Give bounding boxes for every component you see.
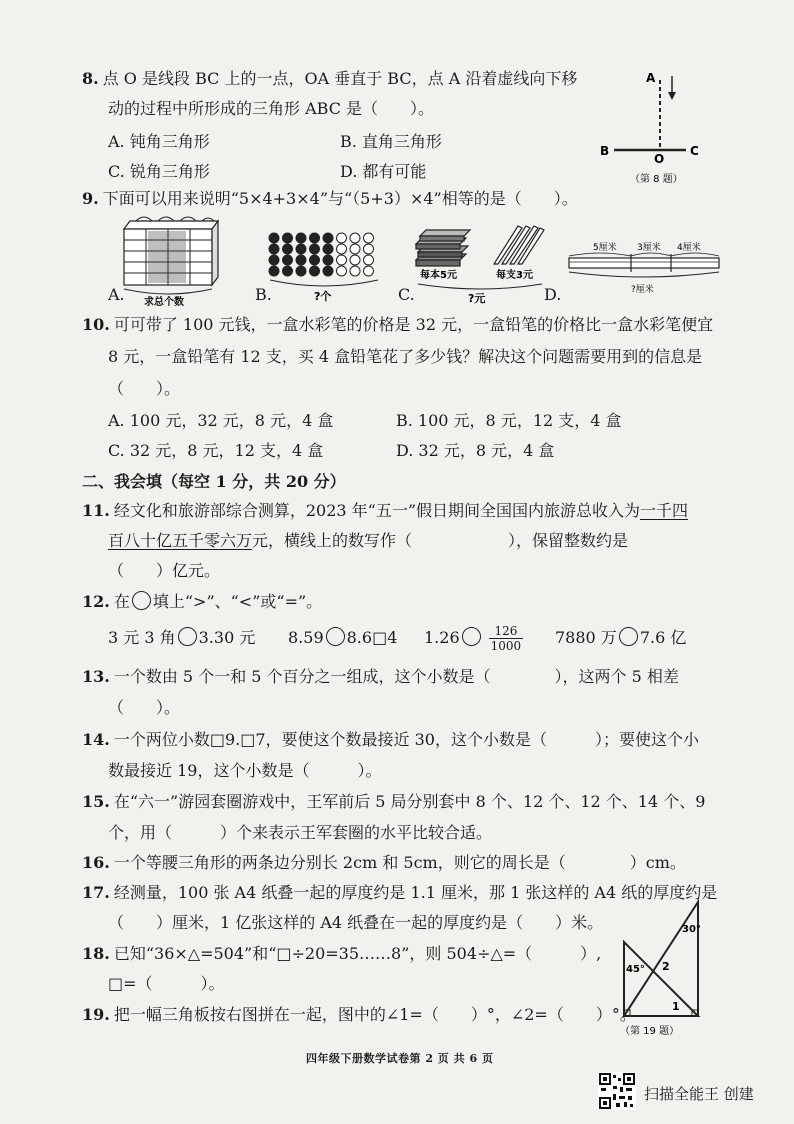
compare-circle-icon[interactable] bbox=[462, 627, 481, 646]
q10-line3: （ ）。 bbox=[108, 379, 181, 398]
q8-line1 bbox=[82, 68, 577, 90]
q19-number: 19. bbox=[82, 1005, 110, 1024]
q11-text1b: 一千四 bbox=[640, 501, 689, 520]
filled-dot bbox=[283, 233, 293, 243]
q10-option-b: B. 100 元，8 元，12 支，4 盒 bbox=[396, 411, 622, 430]
q17-number: 17. bbox=[82, 883, 110, 902]
q15-number: 15. bbox=[82, 792, 110, 811]
q12-text1b: 填上“>”、“<”或“=”。 bbox=[152, 592, 323, 611]
q11-text1a: 经文化和旅游部综合测算，2023 年“五一”假日期间全国国内旅游总收入为 bbox=[113, 501, 641, 520]
blank-circle-icon bbox=[132, 591, 151, 610]
hollow-dot bbox=[337, 233, 347, 243]
q10-option-c: C. 32 元，8 元，12 支，4 盒 bbox=[108, 441, 324, 460]
q12-number: 12. bbox=[82, 592, 110, 611]
q9-option-d: D. bbox=[544, 285, 562, 304]
q11-line1 bbox=[82, 500, 688, 522]
q10-line2: 8 元，一盒铅笔有 12 支，买 4 盒铅笔花了多少钱？解决这个问题需要用到的信息是 bbox=[108, 347, 703, 366]
q18-number: 18. bbox=[82, 944, 110, 963]
q12-text1a: 在 bbox=[113, 592, 130, 611]
filled-dot bbox=[283, 266, 293, 276]
q14-number: 14. bbox=[82, 730, 110, 749]
q8-option-c: C. 锐角三角形 bbox=[108, 162, 210, 181]
q8-line2: 动的过程中所形成的三角形 ABC 是（ ）。 bbox=[108, 99, 435, 118]
q11-number: 11. bbox=[82, 501, 110, 520]
filled-dot bbox=[269, 255, 279, 265]
q12-item1 bbox=[108, 627, 255, 649]
q9-b-label: ?个 bbox=[314, 290, 332, 303]
q13-line2: （ ）。 bbox=[108, 698, 181, 717]
q11-line3: （ ）亿元。 bbox=[108, 561, 221, 580]
q9-figure-c bbox=[410, 220, 550, 306]
q12-item3 bbox=[424, 618, 523, 658]
q9-a-label: 求总个数 bbox=[144, 297, 184, 307]
q11-text2b: 元，横线上的数写作（ ），保留整数约是 bbox=[252, 531, 629, 550]
fraction-numerator: 126 bbox=[489, 624, 524, 639]
q8-label-b: B bbox=[600, 144, 610, 158]
q14-line2: 数最接近 19，这个小数是（ ）。 bbox=[108, 761, 382, 780]
q13-text1: 一个数由 5 个一和 5 个百分之一组成，这个小数是（ ），这两个 5 相差 bbox=[113, 667, 679, 686]
filled-dot bbox=[310, 266, 320, 276]
filled-dot bbox=[269, 266, 279, 276]
compare-circle-icon[interactable] bbox=[326, 627, 345, 646]
q10-number: 10. bbox=[82, 315, 110, 334]
q17-text1: 经测量，100 张 A4 纸叠一起的厚度约是 1.1 厘米，那 1 张这样的 A4 纸的厚度约是 bbox=[113, 883, 718, 902]
q9-figure-d bbox=[565, 236, 725, 300]
section2-title: 二、我会填（每空 1 分，共 20 分） bbox=[82, 472, 346, 491]
q10-line1 bbox=[82, 314, 713, 336]
filled-dot bbox=[296, 255, 306, 265]
q12-i4-left: 7880 万 bbox=[555, 628, 617, 647]
q9-figure-a bbox=[108, 215, 228, 307]
q12-i1-left: 3 元 3 角 bbox=[108, 628, 176, 647]
q19-caption: （第 19 题） bbox=[620, 1026, 680, 1037]
q12-i4-right: 7.6 亿 bbox=[639, 628, 687, 647]
q19-angle45: 45° bbox=[626, 964, 645, 975]
q12-i1-right: 3.30 元 bbox=[198, 628, 256, 647]
filled-dot bbox=[296, 244, 306, 254]
q9-option-b: B. bbox=[255, 285, 272, 304]
hollow-dot bbox=[364, 233, 374, 243]
q10-option-a: A. 100 元，32 元，8 元，4 盒 bbox=[108, 411, 334, 430]
q9-line1 bbox=[82, 188, 578, 210]
q15-text1: 在“六一”游园套圈游戏中，王军前后 5 局分别套中 8 个、12 个、12 个、14 个、9 bbox=[113, 792, 706, 811]
filled-dot bbox=[269, 233, 279, 243]
q9-number: 9. bbox=[82, 189, 99, 208]
filled-dot bbox=[323, 266, 333, 276]
q12-i2-left: 8.59 bbox=[288, 628, 324, 647]
q14-line1 bbox=[82, 729, 699, 751]
q14-text1: 一个两位小数□9.□7，要使这个数最接近 30，这个小数是（ ）；要使这个小 bbox=[113, 730, 699, 749]
q9-c-label3: ?元 bbox=[468, 292, 486, 305]
q13-line1 bbox=[82, 666, 679, 688]
q16-line1 bbox=[82, 852, 686, 874]
q9-c-label2: 每支3元 bbox=[496, 270, 533, 281]
q19-angle30: 30° bbox=[682, 924, 701, 935]
filled-dot bbox=[323, 244, 333, 254]
q12-line1 bbox=[82, 591, 322, 613]
filled-dot bbox=[296, 266, 306, 276]
compare-circle-icon[interactable] bbox=[619, 627, 638, 646]
qr-code-icon bbox=[598, 1072, 636, 1110]
q8-option-a: A. 钝角三角形 bbox=[108, 132, 210, 151]
q10-text1: 可可带了 100 元钱，一盒水彩笔的价格是 32 元，一盒铅笔的价格比一盒水彩笔便宜 bbox=[113, 315, 714, 334]
q16-number: 16. bbox=[82, 853, 110, 872]
q12-item2 bbox=[288, 627, 397, 649]
q9-figure-b bbox=[266, 232, 386, 308]
q15-line1 bbox=[82, 791, 705, 813]
filled-dot bbox=[269, 244, 279, 254]
q16-text1: 一个等腰三角形的两条边分别长 2cm 和 5cm，则它的周长是（ ）cm。 bbox=[113, 853, 686, 872]
filled-dot bbox=[283, 244, 293, 254]
q9-d-label1: 5厘米 bbox=[593, 243, 617, 253]
q9-option-a: A. bbox=[108, 285, 125, 304]
q10-option-d: D. 32 元，8 元，4 盒 bbox=[396, 441, 555, 460]
hollow-dot bbox=[337, 266, 347, 276]
q15-line2: 个，用（ ）个来表示王军套圈的水平比较合适。 bbox=[108, 823, 493, 842]
q19-label1: 1 bbox=[672, 1000, 680, 1013]
q9-d-label3: 4厘米 bbox=[677, 243, 701, 253]
q12-item4 bbox=[555, 627, 686, 649]
hollow-dot bbox=[337, 255, 347, 265]
q17-line2: （ ）厘米，1 亿张这样的 A4 纸叠在一起的厚度约是（ ）米。 bbox=[108, 913, 604, 932]
q8-text1: 点 O 是线段 BC 上的一点，OA 垂直于 BC，点 A 沿着虚线向下移 bbox=[102, 69, 578, 88]
q12-fraction bbox=[489, 624, 524, 653]
q8-label-o: O bbox=[654, 152, 665, 166]
q19-text1: 把一幅三角板按右图拼在一起，图中的∠1=（ ）°，∠2=（ ）°。 bbox=[113, 1005, 636, 1024]
q11-text2a: 百八十亿五千零六万 bbox=[108, 531, 253, 550]
q9-c-label1: 每本5元 bbox=[420, 270, 457, 281]
q18-line2: □=（ ）。 bbox=[108, 974, 225, 993]
q11-line2 bbox=[108, 530, 628, 552]
q8-option-b: B. 直角三角形 bbox=[340, 132, 442, 151]
q8-label-a: A bbox=[646, 71, 656, 85]
compare-circle-icon[interactable] bbox=[178, 627, 197, 646]
hollow-dot bbox=[350, 244, 360, 254]
q12-i2-right: 8.6□4 bbox=[346, 628, 398, 647]
q8-option-d: D. 都有可能 bbox=[340, 162, 427, 181]
q18-text1: 已知“36×△=504”和“□÷20=35……8”，则 504÷△=（ ）, bbox=[113, 944, 602, 963]
filled-dot bbox=[310, 233, 320, 243]
q9-d-label2: 3厘米 bbox=[637, 243, 661, 253]
filled-dot bbox=[283, 255, 293, 265]
filled-dot bbox=[296, 233, 306, 243]
hollow-dot bbox=[350, 255, 360, 265]
q9-d-label4: ?厘米 bbox=[631, 285, 654, 295]
q12-i3-left: 1.26 bbox=[424, 628, 460, 647]
filled-dot bbox=[310, 244, 320, 254]
filled-dot bbox=[310, 255, 320, 265]
filled-dot bbox=[323, 233, 333, 243]
filled-dot bbox=[323, 255, 333, 265]
q18-line1 bbox=[82, 943, 601, 965]
q19-label2: 2 bbox=[662, 960, 670, 973]
hollow-dot bbox=[364, 255, 374, 265]
hollow-dot bbox=[364, 244, 374, 254]
hollow-dot bbox=[350, 233, 360, 243]
q8-number: 8. bbox=[82, 69, 99, 88]
q9-text1: 下面可以用来说明“5×4+3×4”与“（5+3）×4”相等的是（ ）。 bbox=[102, 189, 578, 208]
page-footer: 四年级下册数学试卷第 2 页 共 6 页 bbox=[306, 1052, 494, 1065]
q13-number: 13. bbox=[82, 667, 110, 686]
hollow-dot bbox=[337, 244, 347, 254]
q8-label-c: C bbox=[690, 144, 699, 158]
fraction-denominator: 1000 bbox=[490, 639, 522, 653]
hollow-dot bbox=[364, 266, 374, 276]
q8-figure bbox=[590, 62, 710, 187]
q9-option-c: C. bbox=[398, 285, 415, 304]
hollow-dot bbox=[350, 266, 360, 276]
q19-line1 bbox=[82, 1004, 636, 1026]
q19-figure bbox=[612, 898, 712, 1038]
q8-caption: （第 8 题） bbox=[630, 174, 683, 185]
camscanner-watermark: 扫描全能王 创建 bbox=[644, 1085, 754, 1103]
